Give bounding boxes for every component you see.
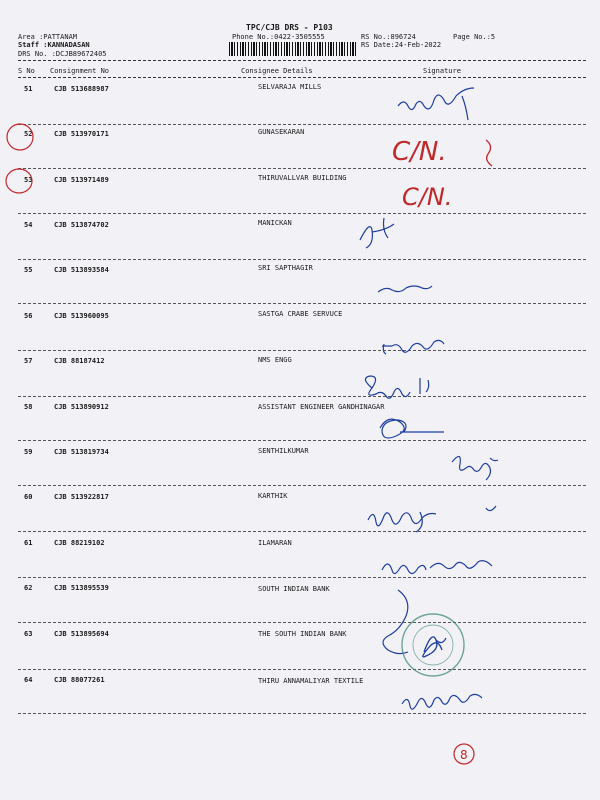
row-consignee: SOUTH INDIAN BANK bbox=[258, 585, 330, 593]
row-consignment: CJB 88187412 bbox=[54, 357, 105, 365]
row-consignment: CJB 513922817 bbox=[54, 493, 109, 501]
signature-row-51 bbox=[398, 88, 474, 120]
row-sno: 51 bbox=[24, 85, 33, 93]
page-circle-mark-text: 8 bbox=[460, 748, 468, 762]
row-consignee: ILAMARAN bbox=[258, 539, 292, 547]
red-circle-row-52 bbox=[7, 124, 33, 150]
row-consignee: THE SOUTH INDIAN BANK bbox=[258, 630, 347, 638]
sheet-title: TPC/CJB DRS - P103 bbox=[246, 23, 333, 32]
bank-stamp-inner bbox=[413, 625, 453, 665]
row-consignment: CJB 513688987 bbox=[54, 85, 109, 93]
col-header-consignee: Consignee Details bbox=[241, 67, 313, 75]
row-sno: 56 bbox=[24, 312, 33, 320]
row-sno: 57 bbox=[24, 357, 33, 365]
row-sno: 60 bbox=[24, 493, 33, 501]
drs-number: DRS No. :DCJB89672405 bbox=[18, 50, 107, 58]
signature-row-61 bbox=[382, 561, 492, 574]
signature-row-59 bbox=[452, 456, 498, 480]
row-sno: 52 bbox=[24, 130, 33, 138]
row-consignment: CJB 513895694 bbox=[54, 630, 109, 638]
row-sno: 64 bbox=[24, 676, 33, 684]
col-header-sno: S No bbox=[18, 67, 35, 75]
row-consignment: CJB 513970171 bbox=[54, 130, 109, 138]
row-consignee: SELVARAJA MILLS bbox=[258, 83, 322, 91]
row-sno: 61 bbox=[24, 539, 33, 547]
row-consignment: CJB 513890912 bbox=[54, 403, 109, 411]
row-consignee: THIRU ANNAMALIYAR TEXTILE bbox=[258, 677, 364, 685]
row-consignee: SASTGA CRABE SERVUCE bbox=[258, 310, 343, 318]
signature-row-58 bbox=[380, 419, 444, 438]
row-consignee: ASSISTANT ENGINEER GANDHINAGAR bbox=[258, 403, 385, 411]
row-consignee: MANICKAN bbox=[258, 219, 292, 227]
row-sno: 63 bbox=[24, 630, 33, 638]
row-consignment: CJB 88077261 bbox=[54, 676, 105, 684]
signature-row-55 bbox=[378, 286, 432, 292]
col-header-consignment: Consignment No bbox=[50, 67, 110, 75]
cn-mark-1: C/N. bbox=[392, 137, 447, 167]
row-consignee: SRI SAPTHAGIR bbox=[258, 264, 313, 272]
row-consignment: CJB 88219102 bbox=[54, 539, 105, 547]
col-header-signature: Signature bbox=[423, 67, 461, 75]
signature-row-56 bbox=[382, 340, 444, 354]
signature-row-57 bbox=[365, 376, 428, 398]
staff-label: Staff :KANNADASAN bbox=[18, 41, 90, 49]
area-label: Area :PATTANAM bbox=[18, 33, 78, 41]
row-consignment: CJB 513960095 bbox=[54, 312, 109, 320]
row-consignment: CJB 513895539 bbox=[54, 584, 109, 592]
red-brace-mark bbox=[486, 140, 492, 166]
row-consignment: CJB 513874702 bbox=[54, 221, 109, 229]
red-circle-row-53 bbox=[6, 169, 32, 193]
rs-date: RS Date:24-Feb-2022 bbox=[361, 41, 442, 49]
signature-row-63 bbox=[423, 637, 446, 657]
row-consignee: SENTHILKUMAR bbox=[258, 447, 309, 455]
row-consignee: GUNASEKARAN bbox=[258, 128, 305, 136]
row-sno: 54 bbox=[24, 221, 33, 229]
signature-row-54 bbox=[360, 218, 394, 248]
signature-stroke-row-62 bbox=[383, 590, 408, 654]
row-consignment: CJB 513893584 bbox=[54, 266, 109, 274]
signature-row-60 bbox=[368, 506, 496, 532]
rs-number: RS No.:896724 bbox=[361, 33, 416, 41]
row-sno: 55 bbox=[24, 266, 33, 274]
page-number: Page No.:5 bbox=[453, 33, 496, 41]
row-consignee: NMS ENGG bbox=[258, 356, 292, 364]
bank-stamp-outer bbox=[402, 614, 464, 676]
phone-number: Phone No.:0422-3505555 bbox=[232, 33, 325, 41]
row-sno: 59 bbox=[24, 448, 33, 456]
cn-mark-2: C/N. bbox=[402, 183, 453, 211]
row-sno: 53 bbox=[24, 176, 33, 184]
row-consignment: CJB 513971489 bbox=[54, 176, 109, 184]
signature-row-64 bbox=[402, 694, 482, 709]
row-consignment: CJB 513819734 bbox=[54, 448, 109, 456]
row-consignee: THIRUVALLVAR BUILDING bbox=[258, 174, 347, 182]
row-sno: 62 bbox=[24, 584, 33, 592]
row-consignee: KARTHIK bbox=[258, 492, 288, 500]
row-sno: 58 bbox=[24, 403, 33, 411]
